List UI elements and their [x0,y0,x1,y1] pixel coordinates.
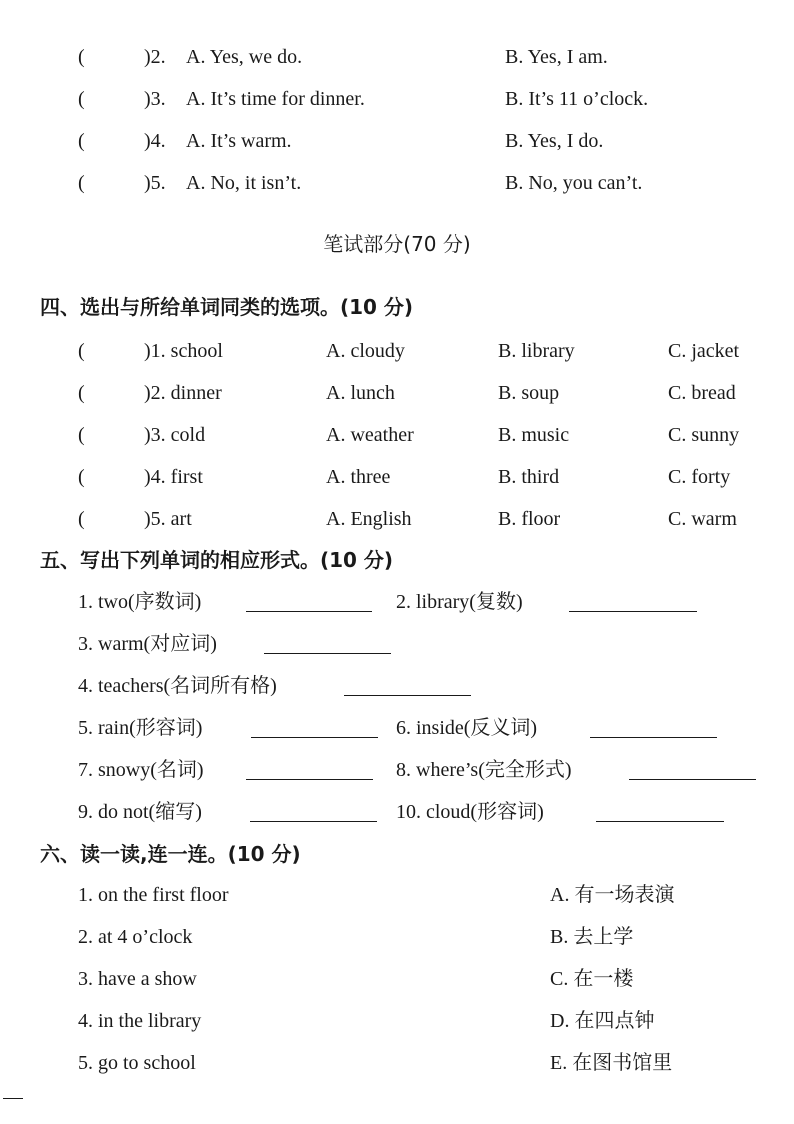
question-stem: )3. cold [144,424,206,446]
word-form-prompt: 8. where’s(完全形式) [396,759,572,781]
match-right-item[interactable]: B. 去上学 [550,926,634,948]
section-5-heading: 五、写出下列单词的相应形式。(10 分) [40,548,394,572]
option-a: A. lunch [326,382,395,404]
match-left-item[interactable]: 5. go to school [78,1052,196,1074]
word-form-prompt: 2. library(复数) [396,591,523,613]
option-a: A. English [326,508,412,530]
question-number: )5. [144,172,166,194]
match-right-item[interactable]: D. 在四点钟 [550,1010,655,1032]
match-left-item[interactable]: 2. at 4 o’clock [78,926,193,948]
answer-blank[interactable] [251,737,378,738]
option-c: C. bread [668,382,736,404]
page-edge-mark [3,1098,23,1099]
word-form-prompt: 1. two(序数词) [78,591,202,613]
section-4-heading: 四、选出与所给单词同类的选项。(10 分) [40,295,414,319]
option-a: A. weather [326,424,414,446]
option-a: A. It’s time for dinner. [186,88,365,110]
option-a: A. It’s warm. [186,130,292,152]
word-form-prompt: 10. cloud(形容词) [396,801,544,823]
word-form-prompt: 4. teachers(名词所有格) [78,675,277,697]
match-right-item[interactable]: E. 在图书馆里 [550,1052,673,1074]
option-b: B. soup [498,382,560,404]
option-a: A. three [326,466,391,488]
word-form-prompt: 3. warm(对应词) [78,633,217,655]
answer-blank[interactable] [596,821,724,822]
word-form-prompt: 9. do not(缩写) [78,801,202,823]
option-b: B. Yes, I am. [505,46,608,68]
question-number: )4. [144,130,166,152]
option-c: C. jacket [668,340,740,362]
match-right-item[interactable]: A. 有一场表演 [550,884,675,906]
written-part-title: 笔试部分(70 分) [323,232,471,256]
word-form-prompt: 7. snowy(名词) [78,759,204,781]
option-b: B. floor [498,508,561,530]
answer-paren[interactable]: ( [78,172,85,194]
question-number: )2. [144,46,166,68]
match-left-item[interactable]: 1. on the first floor [78,884,229,906]
option-a: A. cloudy [326,340,405,362]
question-stem: )5. art [144,508,192,530]
option-b: B. No, you can’t. [505,172,643,194]
option-b: B. It’s 11 o’clock. [505,88,649,110]
match-left-item[interactable]: 3. have a show [78,968,197,990]
answer-blank[interactable] [569,611,697,612]
option-b: B. library [498,340,575,362]
option-a: A. No, it isn’t. [186,172,302,194]
answer-blank[interactable] [246,611,372,612]
answer-blank[interactable] [246,779,373,780]
answer-blank[interactable] [590,737,717,738]
answer-paren[interactable]: ( [78,130,85,152]
option-a: A. Yes, we do. [186,46,303,68]
question-stem: )4. first [144,466,203,488]
word-form-prompt: 5. rain(形容词) [78,717,203,739]
answer-blank[interactable] [250,821,377,822]
option-c: C. forty [668,466,731,488]
answer-blank[interactable] [264,653,391,654]
match-left-item[interactable]: 4. in the library [78,1010,202,1032]
match-right-item[interactable]: C. 在一楼 [550,968,634,990]
option-c: C. sunny [668,424,740,446]
option-b: B. third [498,466,560,488]
answer-paren[interactable]: ( [78,424,85,446]
answer-blank[interactable] [344,695,471,696]
question-stem: )2. dinner [144,382,222,404]
answer-paren[interactable]: ( [78,88,85,110]
option-b: B. music [498,424,570,446]
answer-paren[interactable]: ( [78,46,85,68]
answer-paren[interactable]: ( [78,508,85,530]
option-b: B. Yes, I do. [505,130,604,152]
section-6-heading: 六、读一读,连一连。(10 分) [40,842,301,866]
question-number: )3. [144,88,166,110]
answer-blank[interactable] [629,779,756,780]
answer-paren[interactable]: ( [78,382,85,404]
word-form-prompt: 6. inside(反义词) [396,717,538,739]
question-stem: )1. school [144,340,223,362]
option-c: C. warm [668,508,737,530]
answer-paren[interactable]: ( [78,466,85,488]
answer-paren[interactable]: ( [78,340,85,362]
